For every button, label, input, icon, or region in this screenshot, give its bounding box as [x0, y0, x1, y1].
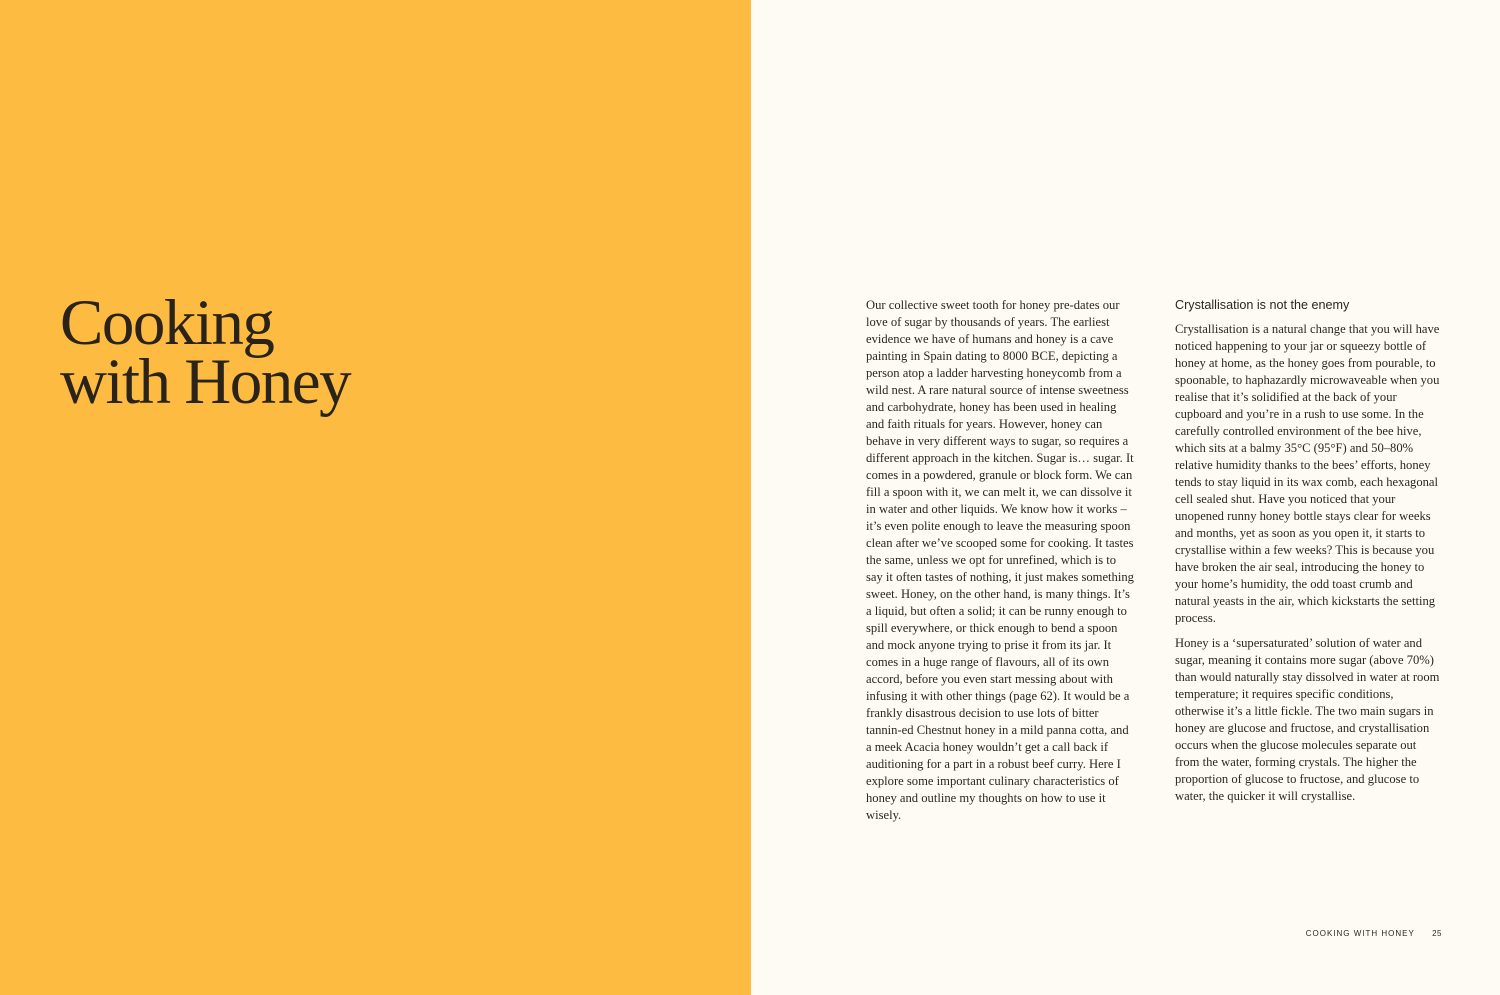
intro-paragraph: Our collective sweet tooth for honey pre-dates our love of sugar by thousands of years. The earliest evidence we have of humans and honey is a cave painting in Spain dating to 8000 BCE, depicting a person atop a ladder harvesting honeycomb from a wild nest. A rare natural source of intense sweetness and carbohydrate, honey has been used in healing and faith rituals for years. However, honey can behave in very different ways to sugar, so requires a different approach in the kitchen. Sugar is… sugar. It comes in a powdered, granule or block form. We can fill a spoon with it, we can melt it, we can dissolve it in water and other liquids. We know how it works – it’s even polite enough to leave the measuring spoon clean after we’ve scooped some for cooking. It tastes the same, unless we opt for unrefined, which is to say it often tastes of nothing, it just makes something sweet. Honey, on the other hand, is many things. It’s a liquid, but often a solid; it can be runny enough to spill everywhere, or thick enough to bend a spoon and mock anyone trying to prise it from its jar. It comes in a huge range of flavours, all of its own accord, before you even start messing about with infusing it with other things (page 62). It would be a frankly disastrous decision to use lots of bitter tannin-ed Chestnut honey in a mild panna cotta, and a meek Acacia honey wouldn’t get a call back if auditioning for a part in a robust beef curry. Here I explore some important culinary characteristics of honey and outline my thoughts on how to use it wisely. [866, 298, 1134, 822]
chapter-title [60, 287, 351, 418]
section-subheading: Crystallisation is not the enemy [1175, 298, 1350, 312]
text-column-1 [866, 297, 1134, 832]
running-head: COOKING WITH HONEY [1305, 929, 1415, 938]
chapter-title-line-1: Cooking [60, 287, 274, 359]
page-footer [1306, 928, 1442, 939]
crystallisation-paragraph-1: Crystallisation is a natural change that you will have noticed happening to your jar or squeezy bottle of honey at home, as the honey goes from pourable, to spoonable, to haphazardly microwaveable when you realise that it’s solidified at the back of your cupboard and you’re in a rush to use some. In the carefully controlled environment of the bee hive, which sits at a balmy 35°C (95°F) and 50–80% relative humidity thanks to the bees’ efforts, honey tends to stay liquid in its wax comb, each hexagonal cell sealed shut. Have you noticed that your unopened runny honey bottle stays clear for weeks and months, yet as soon as you open it, it starts to crystallise within a few weeks? This is because you have broken the air seal, introducing the honey to your home’s humidity, the odd toast crumb and natural yeasts in the air, which kickstarts the setting process. [1175, 322, 1440, 625]
text-column-2 [1175, 297, 1443, 813]
page-number: 25 [1432, 929, 1442, 938]
chapter-title-line-2: with Honey [60, 346, 351, 418]
crystallisation-paragraph-2: Honey is a ‘supersaturated’ solution of water and sugar, meaning it contains more sugar (above 70%) than would naturally stay dissolved in water at room temperature; it requires specific conditions, otherwise it’s a little fickle. The two main sugars in honey are glucose and fructose, and crystallisation occurs when the glucose molecules separate out from the water, forming crystals. The higher the proportion of glucose to fructose, and glucose to water, the quicker it will crystallise. [1175, 636, 1440, 803]
